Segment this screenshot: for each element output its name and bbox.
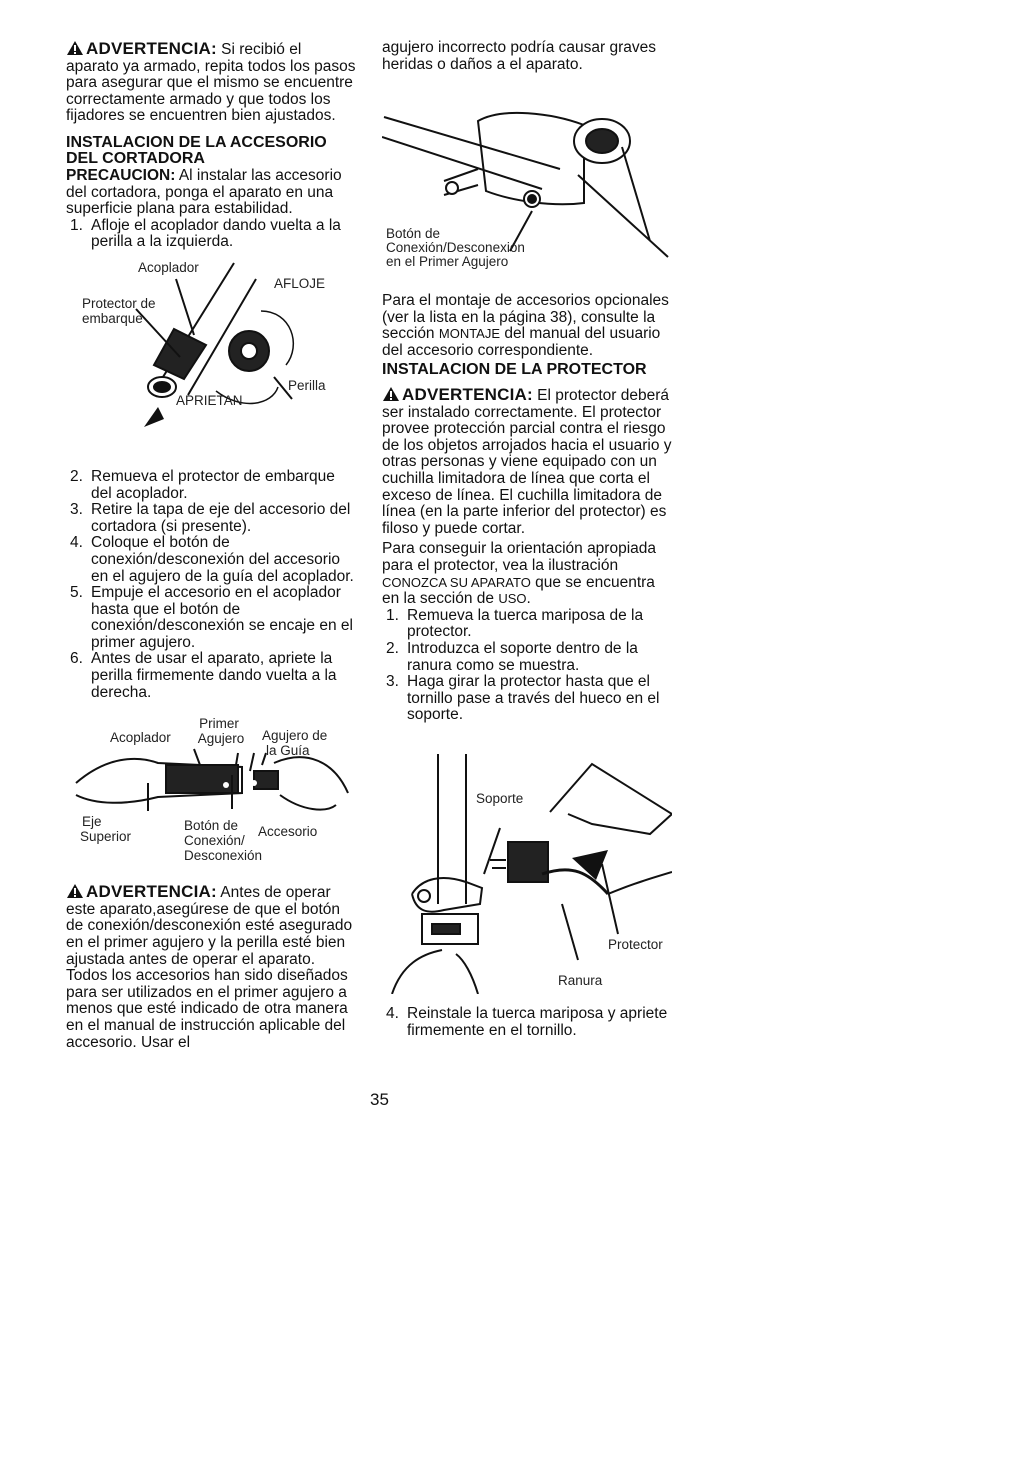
section-title-cortadora: INSTALACION DE LA ACCESORIO DEL CORTADORA [66, 133, 327, 168]
label-soporte: Soporte [476, 790, 524, 806]
protector-step-4-number: 4. [386, 1004, 399, 1022]
protector-step-1-text: Remueva la tuerca mariposa de la protector. [407, 606, 644, 641]
label-agujero: Agujero [197, 731, 245, 747]
step-6 [66, 651, 358, 701]
protector-step-4 [382, 1006, 672, 1039]
right-column [382, 40, 672, 1039]
step-1-text: Afloje el acoplador dando vuelta a la perilla a la izquierda. [91, 216, 341, 251]
label-primer: Primer [199, 716, 239, 732]
orientation-text: Para conseguir la orientación apropiada para el protector, vea la ilustración [382, 540, 657, 574]
step-5 [66, 585, 358, 651]
step-6-text: Antes de usar el aparato, apriete la perilla firmemente dando vuelta a la derecha. [91, 650, 337, 701]
step-1-number: 1. [70, 216, 83, 234]
orientation-paragraph [382, 541, 672, 607]
warning-triangle-icon [66, 883, 84, 899]
step-1 [66, 218, 358, 251]
label-acoplador: Acoplador [138, 259, 199, 275]
label-primer-agujero: en el Primer Agujero [386, 254, 509, 270]
protector-step-3-number: 3. [386, 673, 399, 691]
step-2 [66, 469, 358, 502]
warning-triangle-icon [66, 40, 84, 56]
label-aprietan: APRIETAN [176, 392, 243, 408]
step-3-text: Retire la tapa de eje del accesorio del cortadora (si presente). [91, 501, 351, 535]
warning-2 [66, 883, 358, 1051]
optional-accessories-text: Para el montaje de accesorios opcionales (ver la lista en la página 38), consulte la sección [382, 292, 669, 343]
arrow-down-left-icon [144, 407, 164, 427]
optional-accessories-paragraph [382, 293, 672, 359]
step-3 [66, 502, 358, 535]
label-la-guia: la Guía [266, 743, 310, 759]
warning-continuation: agujero incorrecto podría causar graves heridas o daños a el aparato. [382, 39, 656, 73]
caution [66, 168, 358, 218]
label-perilla: Perilla [288, 377, 326, 393]
montaje-reference: MONTAJE [438, 326, 501, 342]
warning-2-lead: ADVERTENCIA: [86, 882, 217, 902]
label-agujero-de: Agujero de [262, 728, 328, 744]
label-superior: Superior [80, 829, 132, 845]
orientation-end: . [526, 590, 531, 608]
label-eje: Eje [82, 814, 102, 830]
step-4 [66, 535, 358, 585]
protector-step-1 [382, 608, 672, 641]
step-4-text: Coloque el botón de conexión/desconexión del accesorio en el agujero de la guía del acoplador. [91, 534, 354, 585]
label-desconexion: Desconexión [184, 848, 263, 864]
warning-1-text: Si recibió el aparato ya armado, repita todos los pasos para asegurar que el mismo se encuentre correctamente armado y que todos los fijadores se encuentren bien ajustados. [66, 41, 356, 125]
label-embarque: embarque [82, 310, 143, 326]
orientation-mid: que se encuentra en la sección de [382, 573, 655, 608]
label-conexion-desconexion: Conexión/Desconexión [386, 240, 525, 256]
optional-accessories-tail: del manual del usuario del accesorio correspondiente. [382, 325, 661, 359]
conozca-reference: CONOZCA SU APARATO [382, 574, 531, 590]
protector-bracket-illustration [382, 754, 672, 994]
left-column [66, 40, 358, 1051]
protector-step-4-text: Reinstale la tuerca mariposa y apriete firmemente en el tornillo. [407, 1004, 668, 1039]
label-boton-de: Botón de [184, 818, 239, 834]
protector-step-2-text: Introduzca el soporte dentro de la ranura como se muestra. [407, 639, 638, 674]
label-afloje: AFLOJE [274, 275, 326, 291]
label-conexion: Conexión/ [184, 833, 245, 849]
label-accesorio: Accesorio [258, 824, 318, 840]
step-5-text: Empuje el accesorio en el acoplador hasta que el botón de conexión/desconexión se encaje en el primer agujero. [91, 584, 353, 651]
step-5-number: 5. [70, 584, 83, 602]
warning-triangle-icon [382, 386, 400, 402]
figure-release-button [382, 81, 672, 281]
warning-1-lead: ADVERTENCIA: [86, 39, 217, 58]
protector-step-2-number: 2. [386, 639, 399, 657]
caution-text: Al instalar las accesorio del cortadora, ponga el aparato en una superficie plana para estabilidad. [66, 166, 342, 218]
figure-coupler-assembly [66, 713, 358, 875]
step-6-number: 6. [70, 650, 83, 668]
warning-1 [66, 40, 358, 125]
step-4-number: 4. [70, 534, 83, 552]
label-ranura: Ranura [558, 972, 603, 988]
warning-3-text: El protector deberá ser instalado correctamente. El protector provee protección parcial contra el riesgo de los objetos arrojados hacia el usuario y otras personas y viene equipado con un cuchilla limitadora de línea que corta el exceso de línea. El cuchilla limitadora de línea (en la parte inferior del protector) es filoso y puede cortar. [382, 387, 672, 537]
protector-step-3-text: Haga girar la protector hasta que el tornillo pase a través del hueco en el soporte. [407, 673, 660, 724]
figure-coupler-knob [66, 259, 358, 459]
label-protector: Protector [608, 936, 663, 952]
step-2-text: Remueva el protector de embarque del acoplador. [91, 467, 335, 502]
protector-step-1-number: 1. [386, 606, 399, 624]
uso-reference: USO [498, 591, 527, 607]
label-acoplador-2: Acoplador [110, 730, 171, 746]
page-number: 35 [370, 1090, 389, 1109]
warning-3-lead: ADVERTENCIA: [402, 385, 533, 405]
label-boton-de-3: Botón de [386, 226, 441, 242]
warning-3 [382, 386, 672, 537]
warning-2-text: Antes de operar este aparato,asegúrese de que el botón de conexión/desconexión esté asegurado en el primer agujero y la perilla esté bien ajustada antes de operar el aparato. Todos los accesorios han sido diseñados para ser utilizados en el primer agujero a menos que esté indicado de otra manera en el manual de instrucción aplicable del accesorio. Usar el [66, 884, 353, 1051]
protector-step-2 [382, 641, 672, 674]
protector-step-3 [382, 674, 672, 724]
step-3-number: 3. [70, 501, 83, 519]
label-protector-de: Protector de [82, 295, 156, 311]
step-2-number: 2. [70, 467, 83, 485]
caution-lead: PRECAUCION: [66, 166, 176, 184]
figure-protector-bracket [382, 754, 672, 994]
section-title-protector: INSTALACION DE LA PROTECTOR [382, 360, 647, 378]
